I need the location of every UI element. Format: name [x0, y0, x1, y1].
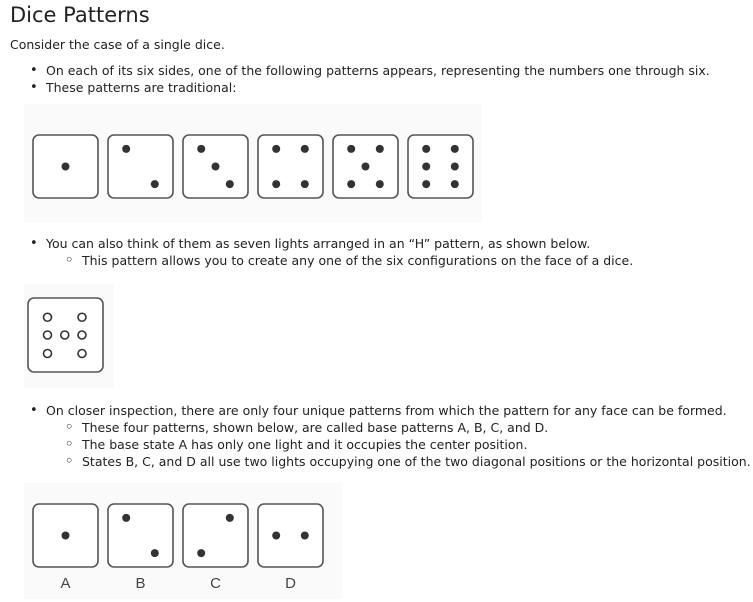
pip: [301, 180, 309, 188]
pip: [197, 145, 205, 153]
list-item: • On closer inspection, there are only four unique patterns from which the pattern for any face can be formed.: [46, 402, 727, 419]
light: [78, 313, 86, 321]
die-outline: [108, 135, 173, 198]
light: [78, 350, 86, 358]
list-item: ◦ States B, C, and D all use two lights occupying one of the two diagonal positions or the horizontal position.: [82, 453, 751, 470]
pip: [272, 180, 280, 188]
die-outline: [258, 504, 323, 567]
pip: [212, 163, 220, 171]
base-pattern-label: A: [60, 575, 71, 592]
h-pattern-figure: [24, 284, 114, 388]
list-item: ◦ The base state A has only one light and it occupies the center position.: [82, 436, 527, 453]
pip: [272, 145, 280, 153]
h-pattern-die: [28, 298, 103, 372]
pip: [376, 180, 384, 188]
light: [61, 331, 69, 339]
die-outline: [108, 504, 173, 567]
die-face-5: [333, 135, 398, 198]
die-face-4: [258, 135, 323, 198]
pip: [226, 514, 234, 522]
pip: [422, 163, 430, 171]
light: [44, 331, 52, 339]
base-pattern-label: C: [210, 575, 221, 592]
pip: [122, 145, 130, 153]
list-item: • You can also think of them as seven lights arranged in an “H” pattern, as shown below.: [46, 235, 590, 252]
pip: [422, 180, 430, 188]
die-outline: [408, 135, 473, 198]
pip: [362, 163, 370, 171]
pip: [422, 145, 430, 153]
base-pattern-label: D: [285, 575, 296, 592]
pip: [347, 145, 355, 153]
light: [44, 313, 52, 321]
pip: [376, 145, 384, 153]
pip: [451, 163, 459, 171]
list-item: ◦ This pattern allows you to create any one of the six configurations on the face of a dice.: [82, 252, 633, 269]
die-face-3: [183, 135, 248, 198]
pip: [62, 163, 70, 171]
die-outline: [183, 504, 248, 567]
base-pattern-label: B: [135, 575, 146, 592]
base-pattern-b: [108, 504, 173, 567]
list-item: • These patterns are traditional:: [46, 79, 236, 96]
intro-text: Consider the case of a single dice.: [10, 37, 225, 52]
light: [78, 331, 86, 339]
pip: [301, 145, 309, 153]
pip: [151, 549, 159, 557]
pip: [226, 180, 234, 188]
pip: [451, 145, 459, 153]
pip: [62, 532, 70, 540]
pip: [347, 180, 355, 188]
die-face-6: [408, 135, 473, 198]
light: [44, 350, 52, 358]
base-pattern-c: [183, 504, 248, 567]
pip: [197, 549, 205, 557]
pip: [451, 180, 459, 188]
dice-faces-figure: [24, 104, 482, 222]
pip: [301, 532, 309, 540]
pip: [151, 180, 159, 188]
list-item: • On each of its six sides, one of the following patterns appears, representing the numbers one through six.: [46, 62, 710, 79]
die-face-2: [108, 135, 173, 198]
base-patterns-figure: [24, 483, 342, 599]
die-outline: [258, 135, 323, 198]
base-pattern-d: [258, 504, 323, 567]
pip: [272, 532, 280, 540]
page-title: Dice Patterns: [10, 3, 150, 27]
list-item: ◦ These four patterns, shown below, are called base patterns A, B, C, and D.: [82, 419, 548, 436]
die-face-1: [33, 135, 98, 198]
pip: [122, 514, 130, 522]
base-pattern-a: [33, 504, 98, 567]
